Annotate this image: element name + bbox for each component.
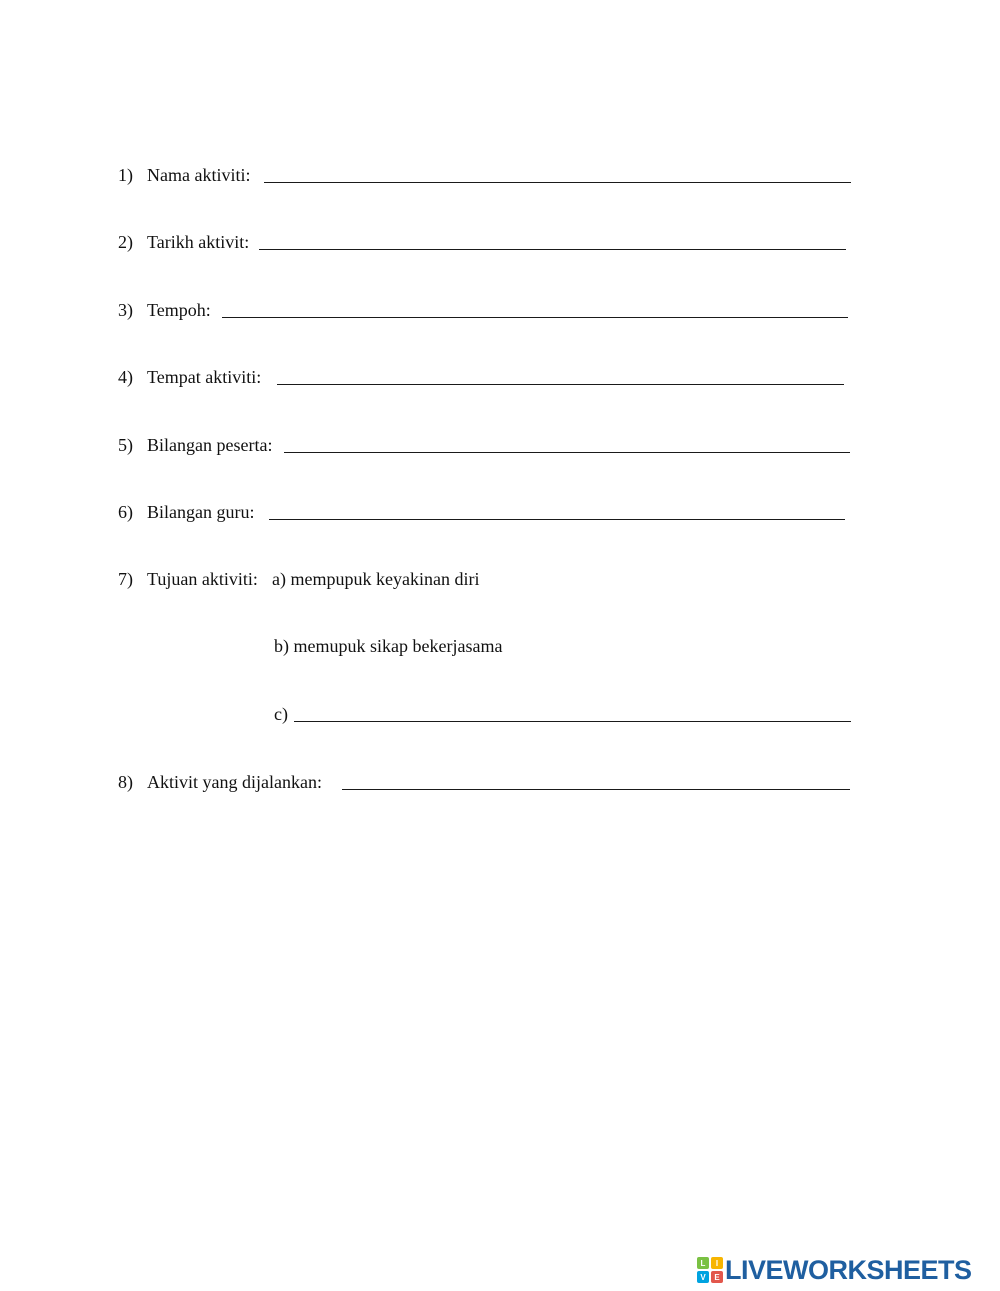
item-label: Bilangan peserta: [147, 435, 273, 455]
objective-c [274, 701, 288, 727]
liveworksheets-logo[interactable] [697, 1255, 972, 1285]
answer-line-bilangan-guru[interactable] [269, 519, 845, 520]
answer-line-nama-aktiviti[interactable] [264, 182, 851, 183]
item-label: Bilangan guru: [147, 502, 255, 522]
item-label: Aktivit yang dijalankan: [147, 772, 322, 792]
item-number: 3) [118, 300, 133, 320]
item-number: 2) [118, 232, 133, 252]
liveworksheets-icon [697, 1257, 723, 1283]
answer-line-bilangan-peserta[interactable] [284, 452, 850, 453]
objective-marker: c) [274, 704, 288, 724]
item-label: Tarikh aktivit: [147, 232, 250, 252]
logo-tile-e: E [711, 1271, 723, 1283]
item-label: Tujuan aktiviti: [147, 569, 258, 589]
objective-text: memupuk sikap bekerjasama [293, 636, 503, 656]
item-number: 1) [118, 165, 133, 185]
answer-line-objective-c[interactable] [294, 721, 851, 722]
objective-b [274, 633, 502, 659]
item-label: Tempoh: [147, 300, 211, 320]
liveworksheets-wordmark: LIVEWORKSHEETS [725, 1255, 972, 1285]
objective-text: mempupuk keyakinan diri [290, 569, 480, 589]
item-label: Nama aktiviti: [147, 165, 251, 185]
answer-line-tempat-aktiviti[interactable] [277, 384, 844, 385]
logo-tile-i: I [711, 1257, 723, 1269]
item-number: 4) [118, 367, 133, 387]
answer-line-tempoh[interactable] [222, 317, 848, 318]
item-number: 5) [118, 435, 133, 455]
item-label: Tempat aktiviti: [147, 367, 262, 387]
answer-line-tarikh-aktivit[interactable] [259, 249, 846, 250]
item-number: 7) [118, 569, 133, 589]
objective-marker: b) [274, 636, 289, 656]
item-number: 6) [118, 502, 133, 522]
objective-a [272, 566, 479, 592]
objective-marker: a) [272, 569, 286, 589]
logo-tile-v: V [697, 1271, 709, 1283]
answer-line-aktivit-dijalankan[interactable] [342, 789, 850, 790]
logo-tile-l: L [697, 1257, 709, 1269]
item-number: 8) [118, 772, 133, 792]
